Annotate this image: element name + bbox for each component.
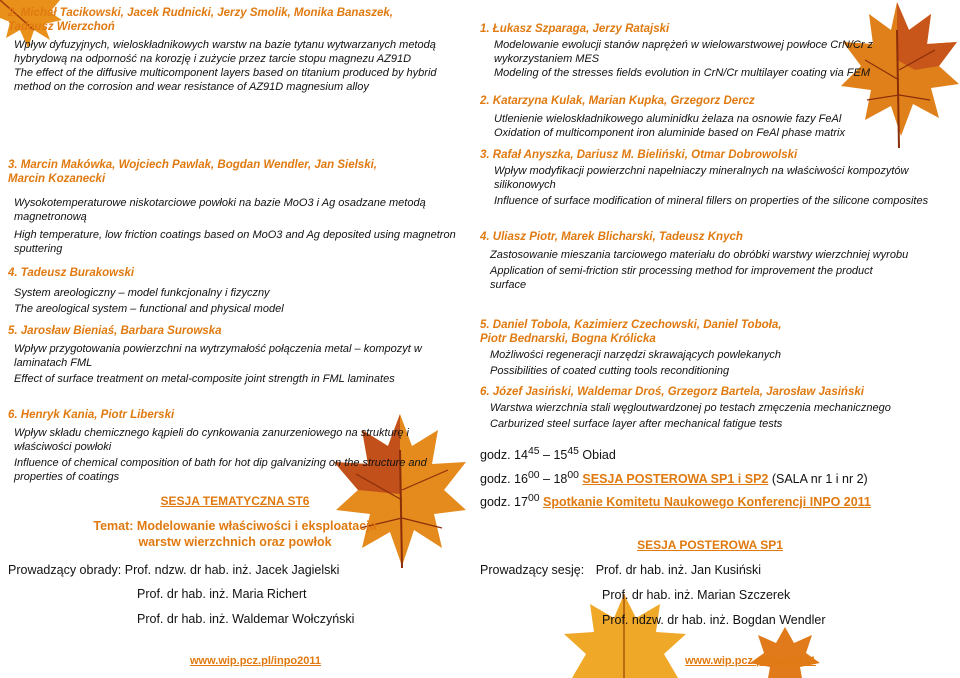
schedule-row: godz. $16^{00} - 18^{00}$ SESJA POSTEROWA SP1 i SP2 (SALA nr 1 i nr 2)	[480, 470, 868, 487]
chair-label: Prowadzący obrady:	[8, 563, 122, 577]
entry-title-en: Oxidation of multicomponent iron aluminide based on FeAl phase matrix	[494, 127, 845, 139]
topic-line: Temat: Modelowanie właściwości i eksploatacja	[93, 519, 377, 533]
entry-title-en: Carburized steel surface layer after mechanical fatigue tests	[490, 418, 783, 430]
schedule-row: godz. $17^{00}$ Spotkanie Komitetu Naukowego Konferencji INPO 2011	[480, 493, 871, 510]
entry-title-en: Application of semi-friction stir processing method for improvement the product surface	[490, 265, 873, 291]
entry-title-pl: Wpływ modyfikacji powierzchni napełniaczy mineralnych na właściwości kompozytów silikonowych	[494, 165, 909, 191]
entry-authors: 5. Jarosław Bieniaś, Barbara Surowska	[8, 325, 222, 337]
paper-entry	[480, 94, 950, 140]
entry-title-pl: Możliwości regeneracji narzędzi skrawających powlekanych	[490, 349, 782, 361]
schedule-row: godz. $14^{45} - 15^{45}$ Obiad	[480, 446, 616, 463]
chair-name: Prof. dr hab. inż. Jan Kusiński	[595, 563, 762, 577]
entry-title-en: Influence of chemical composition of bath for hot dip galvanizing on the structure and properties of coatings	[14, 457, 427, 483]
paper-entry	[480, 22, 950, 80]
schedule-item-text: Obiad	[578, 448, 616, 463]
entry-title-pl: Utlenienie wieloskładnikowego aluminidku żelaza na osnowie fazy FeAl	[494, 113, 842, 125]
entry-authors: 2. Katarzyna Kulak, Marian Kupka, Grzegorz Dercz	[480, 95, 755, 107]
chair-name: Prof. dr hab. inż. Maria Richert	[137, 587, 307, 601]
entry-title-en: Modeling of the stresses fields evolution in CrN/Cr multilayer coating via FEM	[494, 67, 870, 79]
entry-authors-cont: Tadeusz Wierzchoń	[8, 21, 115, 33]
entry-authors-cont: Marcin Kozanecki	[8, 173, 106, 185]
entry-authors-cont: Piotr Bednarski, Bogna Królicka	[480, 333, 656, 345]
paper-entry	[8, 6, 470, 94]
paper-entry	[8, 158, 470, 256]
maple-leaf-icon	[560, 590, 690, 678]
paper-entry	[480, 385, 960, 431]
paper-entry	[8, 324, 428, 386]
chair-label: Prowadzący sesję:	[480, 563, 585, 577]
chair-name: Prof. dr hab. inż. Waldemar Wołczyński	[137, 612, 355, 626]
maple-leaf-icon	[750, 625, 820, 678]
session-heading: SESJA POSTEROWA SP1	[637, 538, 783, 552]
entry-title-pl: Wpływ dyfuzyjnych, wieloskładnikowych warstw na bazie tytanu wytwarzanych metodą hybrydową na odporność na korozję i zużycie przez tarcie stopu magnezu AZ91D	[14, 39, 436, 65]
paper-entry	[480, 148, 950, 208]
entry-title-pl: System areologiczny – model funkcjonalny i fizyczny	[14, 287, 270, 299]
entry-authors: 3. Marcin Makówka, Wojciech Pawlak, Bogdan Wendler, Jan Sielski,	[8, 159, 377, 171]
entry-authors: 6. Henryk Kania, Piotr Liberski	[8, 409, 175, 421]
entry-title-en: The areological system – functional and physical model	[14, 303, 284, 315]
paper-entry	[8, 408, 428, 484]
chair-name: Prof. ndzw. dr hab. inż. Jacek Jagielski	[124, 563, 340, 577]
topic-line: warstw wierzchnich oraz powłok	[138, 535, 332, 549]
entry-title-pl: Wpływ przygotowania powierzchni na wytrzymałość połączenia metal – kompozyt w laminatach FML	[14, 343, 422, 369]
paper-entry	[480, 318, 950, 378]
entry-authors: 4. Tadeusz Burakowski	[8, 267, 135, 279]
committee-meeting-link[interactable]: Spotkanie Komitetu Naukowego Konferencji INPO 2011	[543, 495, 871, 510]
session-heading: SESJA TEMATYCZNA ST6	[160, 494, 310, 508]
entry-title-en: Influence of surface modification of mineral fillers on properties of the silicone composites	[494, 195, 929, 207]
entry-title-en: The effect of the diffusive multicomponent layers based on titanium produced by hybrid method on the corrosion and wear resistance of AZ91D magnesium alloy	[14, 67, 437, 93]
entry-authors: 1. Łukasz Szparaga, Jerzy Ratajski	[480, 23, 670, 35]
entry-authors: 5. Daniel Tobola, Kazimierz Czechowski, Daniel Toboła,	[480, 319, 782, 331]
paper-entry	[480, 230, 950, 292]
entry-title-en: High temperature, low friction coatings based on MoO3 and Ag deposited using magnetron sputtering	[14, 229, 456, 255]
chairs-block	[8, 562, 470, 578]
entry-authors: 3. Rafał Anyszka, Dariusz M. Bieliński, Otmar Dobrowolski	[480, 149, 798, 161]
session-topic	[0, 518, 470, 550]
entry-title-pl: Zastosowanie mieszania tarciowego materiału do obróbki warstwy wierzchniej wyrobu	[490, 249, 909, 261]
entry-authors: 4. Uliasz Piotr, Marek Blicharski, Tadeusz Knych	[480, 231, 743, 243]
entry-title-pl: Warstwa wierzchnia stali węgloutwardzonej po testach zmęczenia mechanicznego	[490, 402, 891, 414]
entry-title-pl: Wpływ składu chemicznego kąpieli do cynkowania zanurzeniowego na strukturę i właściwości powłoki	[14, 427, 409, 453]
entry-authors: 6. Józef Jasiński, Waldemar Droś, Grzegorz Bartela, Jarosław Jasiński	[480, 386, 864, 398]
paper-entry	[8, 266, 470, 316]
chairs-block	[480, 562, 960, 578]
entry-title-en: Possibilities of coated cutting tools reconditioning	[490, 365, 730, 377]
entry-authors: 2. Michał Tacikowski, Jacek Rudnicki, Jerzy Smolik, Monika Banaszek,	[8, 7, 393, 19]
poster-session-link[interactable]: SESJA POSTEROWA SP1 i SP2	[582, 472, 769, 487]
conference-url-link[interactable]: www.wip.pcz.pl/inpo2011	[190, 655, 322, 667]
conference-url-link[interactable]: www.wip.pcz.pl/inpo2011	[685, 655, 817, 667]
chair-name: Prof. dr hab. inż. Marian Szczerek	[602, 588, 791, 602]
entry-title-pl: Modelowanie ewolucji stanów naprężeń w wielowarstwowej powłoce CrN/Cr z wykorzystaniem MES	[494, 39, 874, 65]
entry-title-pl: Wysokotemperaturowe niskotarciowe powłoki na bazie MoO3 i Ag osadzane metodą magnetronową	[14, 197, 426, 223]
entry-title-en: Effect of surface treatment on metal-composite joint strength in FML laminates	[14, 373, 395, 385]
chair-name: Prof. ndzw. dr hab. inż. Bogdan Wendler	[602, 613, 826, 627]
